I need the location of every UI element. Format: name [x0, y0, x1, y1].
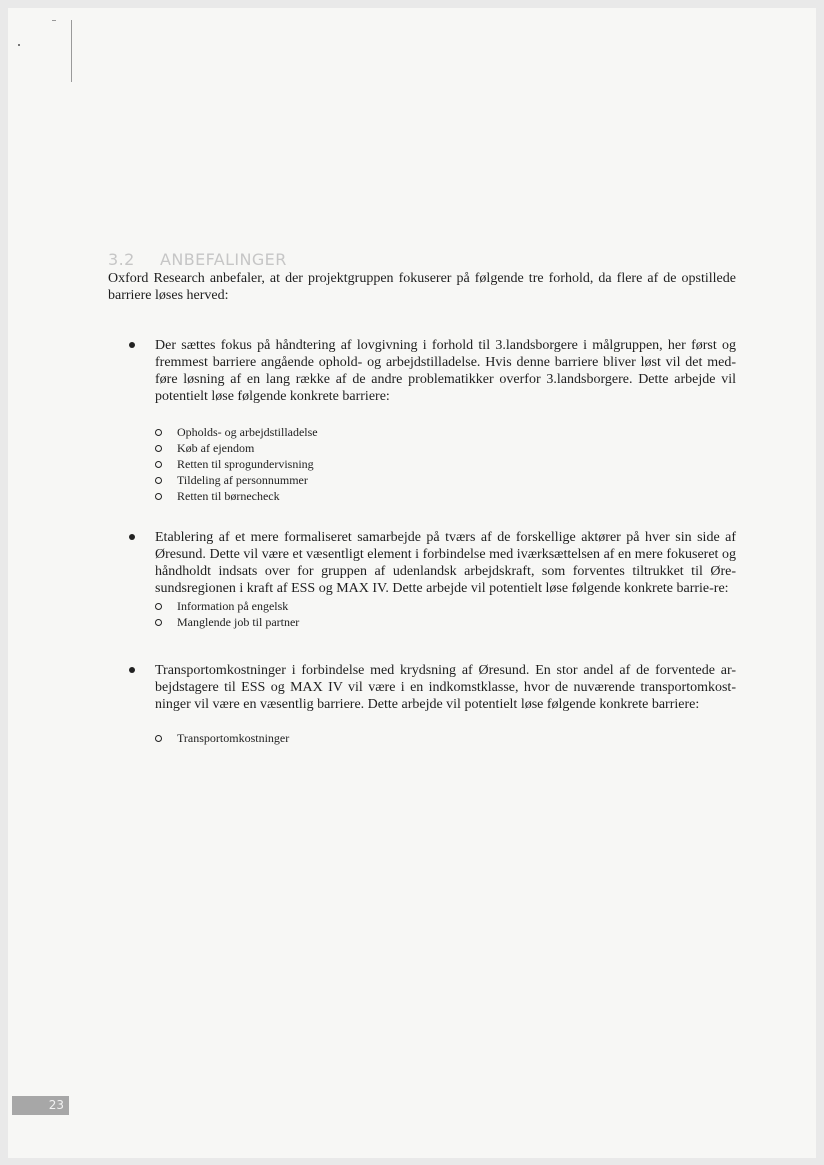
circle-bullet-icon — [155, 619, 162, 626]
circle-bullet-icon — [155, 735, 162, 742]
barrier-list-item: Manglende job til partner — [155, 614, 736, 630]
barrier-list — [155, 598, 736, 630]
bullet-icon — [129, 667, 135, 673]
bullet-icon — [129, 342, 135, 348]
section-title: ANBEFALINGER — [160, 250, 287, 269]
section-number: 3.2 — [108, 250, 135, 269]
bullet-icon — [129, 534, 135, 540]
recommendation-text: Transportomkostninger i forbindelse med krydsning af Øresund. En stor andel af de forventede ar-bejdstagere til ESS og MAX IV vil være i en indkomstklasse, hvor de nuværende transportomkost-ninger vil være en væsentlig barriere. Dette arbejde vil potentielt løse følgende konkrete barriere: — [155, 663, 736, 712]
scan-artifact-line — [71, 20, 72, 82]
barrier-list-item: Transportomkostninger — [155, 730, 736, 746]
recommendation-text: Etablering af et mere formaliseret samarbejde på tværs af de forskellige aktører på hver sin side af Øresund. Dette vil være et væsentligt element i forbindelse med iværksættelsen af en mere fokuseret og håndholdt indsats over for gruppen af udenlandsk arbejdskraft, som forventes tiltrukket til Øre-sundsregionen i kraft af ESS og MAX IV. Dette arbejde vil potentielt løse følgende konkrete barrie-re: — [155, 530, 736, 596]
barrier-list-item: Opholds- og arbejdstilladelse — [155, 424, 736, 440]
circle-bullet-icon — [155, 429, 162, 436]
scan-artifact-dot — [18, 44, 20, 46]
barrier-list — [155, 730, 736, 746]
scan-artifact-tick — [52, 20, 56, 21]
barrier-list-item: Tildeling af personnummer — [155, 472, 736, 488]
barrier-list-item: Information på engelsk — [155, 598, 736, 614]
recommendation-item — [108, 529, 736, 630]
circle-bullet-icon — [155, 445, 162, 452]
circle-bullet-icon — [155, 493, 162, 500]
section-heading — [108, 250, 287, 269]
section-body — [108, 270, 736, 746]
recommendation-text: Der sættes fokus på håndtering af lovgivning i forhold til 3.landsborgere i målgruppen, her først og fremmest barriere angående ophold- og arbejdstilladelse. Hvis denne barriere bliver løst vil det med-føre løsning af en lang række af de andre problematikker overfor 3.landsborgere. Dette arbejde vil potentielt løse følgende konkrete barriere: — [155, 338, 736, 404]
recommendation-item — [108, 662, 736, 746]
circle-bullet-icon — [155, 477, 162, 484]
recommendation-item — [108, 337, 736, 504]
circle-bullet-icon — [155, 603, 162, 610]
barrier-list — [155, 424, 736, 504]
barrier-list-item: Retten til sprogundervisning — [155, 456, 736, 472]
circle-bullet-icon — [155, 461, 162, 468]
intro-paragraph: Oxford Research anbefaler, at der projektgruppen fokuserer på følgende tre forhold, da flere af de opstillede barriere løses herved: — [108, 271, 736, 303]
page-number: 23 — [12, 1096, 69, 1115]
barrier-list-item: Køb af ejendom — [155, 440, 736, 456]
barrier-list-item: Retten til børnecheck — [155, 488, 736, 504]
